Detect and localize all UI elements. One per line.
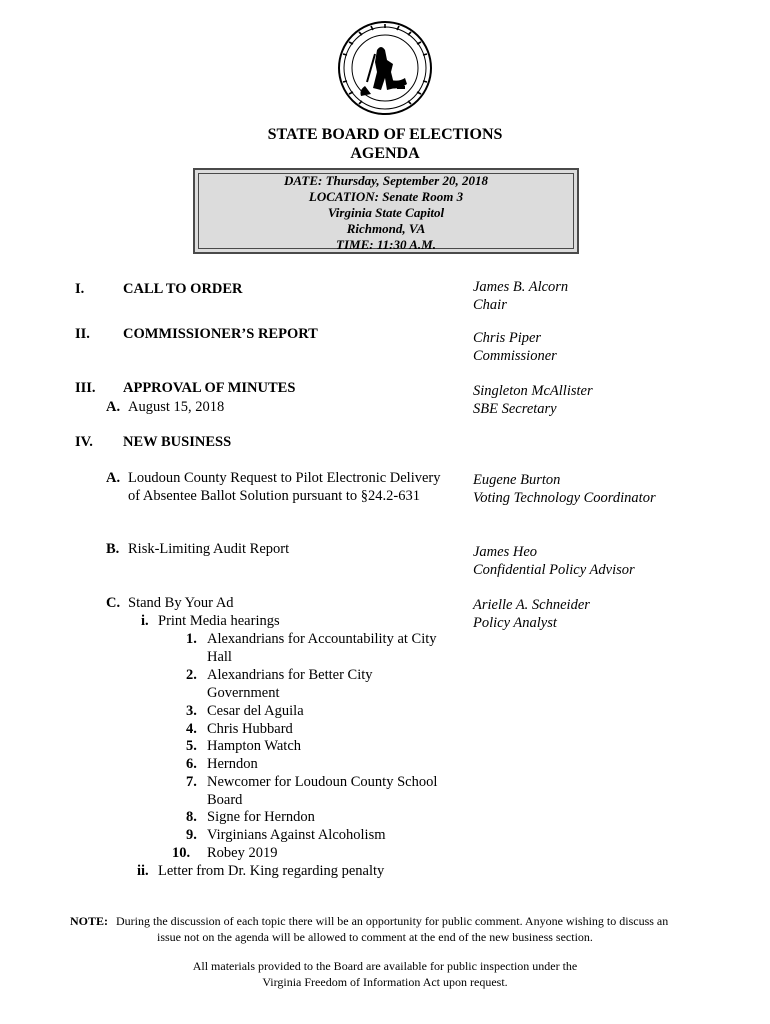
sub-item-text: Letter from Dr. King regarding penalty	[158, 863, 385, 879]
meeting-date: DATE: Thursday, September 20, 2018	[284, 173, 488, 188]
presenter-role: Chair	[473, 297, 507, 313]
presenter-role: Confidential Policy Advisor	[473, 562, 635, 578]
list-number: 6.	[186, 756, 197, 772]
list-number: 2.	[186, 667, 197, 683]
presenter-name: Eugene Burton	[473, 472, 561, 488]
list-item: Hampton Watch	[207, 738, 302, 754]
list-number: 9.	[186, 827, 197, 843]
list-item: Hall	[207, 649, 232, 665]
list-number: 5.	[186, 738, 197, 754]
item-text: Loudoun County Request to Pilot Electronic Delivery	[128, 470, 441, 486]
list-item: Robey 2019	[207, 845, 278, 861]
sub-item-text: Print Media hearings	[158, 613, 280, 629]
section-title-new-business: NEW BUSINESS	[123, 434, 232, 450]
section-number: I.	[75, 281, 85, 297]
item-label: A.	[106, 399, 121, 415]
presenter-role: Voting Technology Coordinator	[473, 490, 656, 506]
virginia-state-seal-icon	[337, 20, 433, 116]
list-item: Virginians Against Alcoholism	[207, 827, 386, 843]
presenter-role: Policy Analyst	[473, 615, 557, 631]
list-item: Herndon	[207, 756, 258, 772]
item-label: B.	[106, 541, 120, 557]
section-title-approval-of-minutes: APPROVAL OF MINUTES	[123, 380, 296, 396]
presenter-name: James Heo	[473, 544, 538, 560]
item-label: A.	[106, 470, 121, 486]
list-number: 10.	[172, 845, 191, 861]
minutes-date: August 15, 2018	[128, 399, 225, 415]
list-item: Newcomer for Loudoun County School	[207, 774, 438, 790]
presenter-name: Arielle A. Schneider	[473, 597, 590, 613]
item-text: Risk-Limiting Audit Report	[128, 541, 290, 557]
document-subtitle: AGENDA	[350, 145, 420, 162]
meeting-time: TIME: 11:30 A.M.	[336, 237, 436, 252]
meeting-info-box	[193, 168, 579, 254]
list-item: Alexandrians for Accountability at City	[207, 631, 437, 647]
section-number: II.	[75, 326, 90, 342]
note-text: issue not on the agenda will be allowed to comment at the end of the new business section.	[157, 930, 593, 944]
list-item: Signe for Herndon	[207, 809, 315, 825]
item-text: of Absentee Ballot Solution pursuant to §24.2-631	[128, 488, 420, 504]
list-item: Alexandrians for Better City	[207, 667, 373, 683]
list-number: 1.	[186, 631, 197, 647]
document-title: STATE BOARD OF ELECTIONS	[267, 126, 503, 143]
presenter-role: Commissioner	[473, 348, 557, 364]
list-number: 7.	[186, 774, 197, 790]
section-number: III.	[75, 380, 96, 396]
presenter-name: Chris Piper	[473, 330, 542, 346]
section-number: IV.	[75, 434, 93, 450]
meeting-city: Richmond, VA	[346, 221, 426, 236]
meeting-location: LOCATION: Senate Room 3	[308, 189, 464, 204]
sub-item-label: i.	[141, 613, 149, 629]
list-item: Chris Hubbard	[207, 721, 293, 737]
list-number: 3.	[186, 703, 197, 719]
list-item: Board	[207, 792, 243, 808]
list-item: Government	[207, 685, 280, 701]
foia-notice: Virginia Freedom of Information Act upon request.	[262, 975, 508, 989]
foia-notice: All materials provided to the Board are available for public inspection under the	[192, 959, 578, 973]
item-label: C.	[106, 595, 121, 611]
item-text: Stand By Your Ad	[128, 595, 234, 611]
presenter-name: Singleton McAllister	[473, 383, 593, 399]
note-text: During the discussion of each topic there will be an opportunity for public comment. Anyone wishing to discuss an	[116, 914, 669, 928]
presenter-name: James B. Alcorn	[473, 279, 569, 295]
section-title-commissioners-report: COMMISSIONER’S REPORT	[123, 326, 318, 342]
presenter-role: SBE Secretary	[473, 401, 557, 417]
section-title-call-to-order: CALL TO ORDER	[123, 281, 243, 297]
list-number: 4.	[186, 721, 197, 737]
meeting-building: Virginia State Capitol	[327, 205, 445, 220]
note-label: NOTE:	[70, 914, 109, 928]
list-item: Cesar del Aguila	[207, 703, 304, 719]
list-number: 8.	[186, 809, 197, 825]
sub-item-label: ii.	[137, 863, 149, 879]
